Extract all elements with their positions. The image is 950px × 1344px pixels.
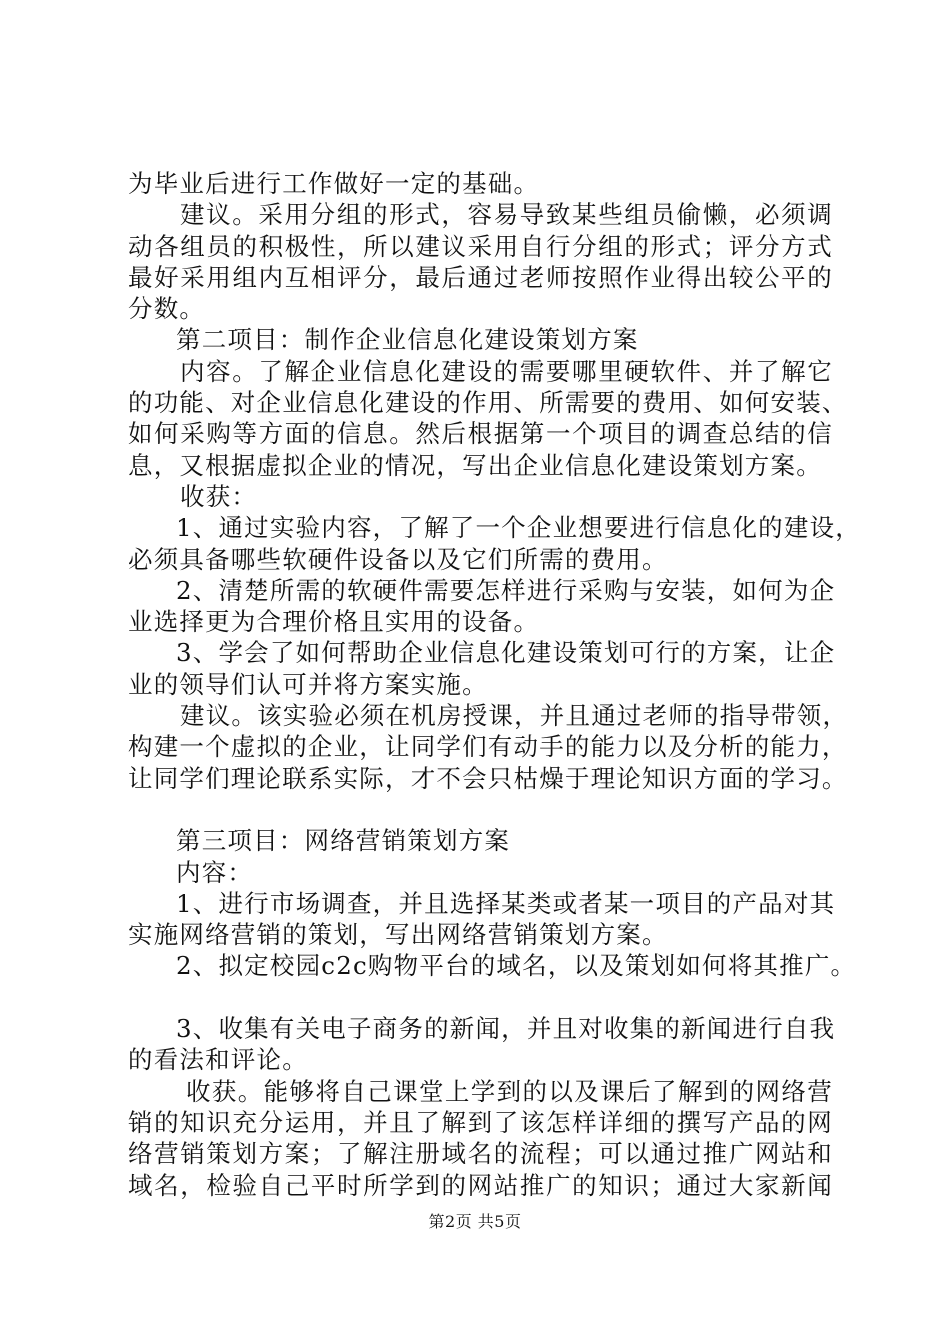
text-line: 2、清楚所需的软硬件需要怎样进行采购与安装，如何为企: [176, 575, 836, 605]
section-heading: 第三项目：网络营销策划方案: [176, 826, 511, 856]
text-line: 必须具备哪些软硬件设备以及它们所需的费用。: [128, 544, 668, 574]
text-line: 最好采用组内互相评分，最后通过老师按照作业得出较公平的: [128, 262, 833, 292]
text-line: 1、通过实验内容，了解了一个企业想要进行信息化的建设，: [176, 513, 861, 543]
section-heading: 第二项目：制作企业信息化建设策划方案: [176, 325, 639, 355]
text-line: 收获。能够将自己课堂上学到的以及课后了解到的网络营: [186, 1076, 833, 1106]
blank-line: [128, 794, 833, 825]
text-line: 的功能、对企业信息化建设的作用、所需要的费用、如何安装、: [128, 388, 848, 418]
text-line: 的看法和评论。: [128, 1045, 308, 1075]
text-line: 为毕业后进行工作做好一定的基础。: [128, 169, 540, 198]
text-line: 业选择更为合理价格且实用的设备。: [128, 607, 540, 637]
text-line: 让同学们理论联系实际，才不会只枯燥于理论知识方面的学习。: [128, 763, 848, 793]
text-line: 域名，检验自己平时所学到的网站推广的知识；通过大家新闻: [128, 1170, 833, 1200]
text-line: 构建一个虚拟的企业，让同学们有动手的能力以及分析的能力，: [128, 732, 848, 762]
text-line: 动各组员的积极性，所以建议采用自行分组的形式；评分方式: [128, 231, 833, 261]
text-line: 2、拟定校园c2c购物平台的域名，以及策划如何将其推广。: [176, 951, 857, 981]
text-line: 络营销策划方案；了解注册域名的流程；可以通过推广网站和: [128, 1139, 833, 1169]
text-line: 3、收集有关电子商务的新闻，并且对收集的新闻进行自我: [176, 1014, 836, 1044]
text-line: 1、进行市场调查，并且选择某类或者某一项目的产品对其: [176, 888, 836, 918]
text-line: 内容。了解企业信息化建设的需要哪里硬软件、并了解它: [180, 356, 833, 386]
text-line: 实施网络营销的策划，写出网络营销策划方案。: [128, 920, 668, 950]
text-line: 息，又根据虚拟企业的情况，写出企业信息化建设策划方案。: [128, 450, 822, 480]
text-line: 建议。该实验必须在机房授课，并且通过老师的指导带领，: [180, 701, 849, 731]
text-line: 内容：: [176, 857, 254, 887]
text-line: 建议。采用分组的形式，容易导致某些组员偷懒，必须调: [180, 200, 833, 230]
text-line: 收获：: [180, 481, 258, 511]
text-line: 3、学会了如何帮助企业信息化建设策划可行的方案，让企: [176, 638, 836, 668]
text-line: 如何采购等方面的信息。然后根据第一个项目的调查总结的信: [128, 419, 833, 449]
document-body: [128, 168, 861, 1201]
page-footer: 第2页 共5页: [428, 1212, 522, 1231]
text-line: 销的知识充分运用，并且了解到了该怎样详细的撰写产品的网: [128, 1107, 833, 1137]
blank-line: [128, 982, 833, 1013]
text-line: 分数。: [128, 294, 206, 324]
text-line: 业的领导们认可并将方案实施。: [128, 669, 488, 699]
